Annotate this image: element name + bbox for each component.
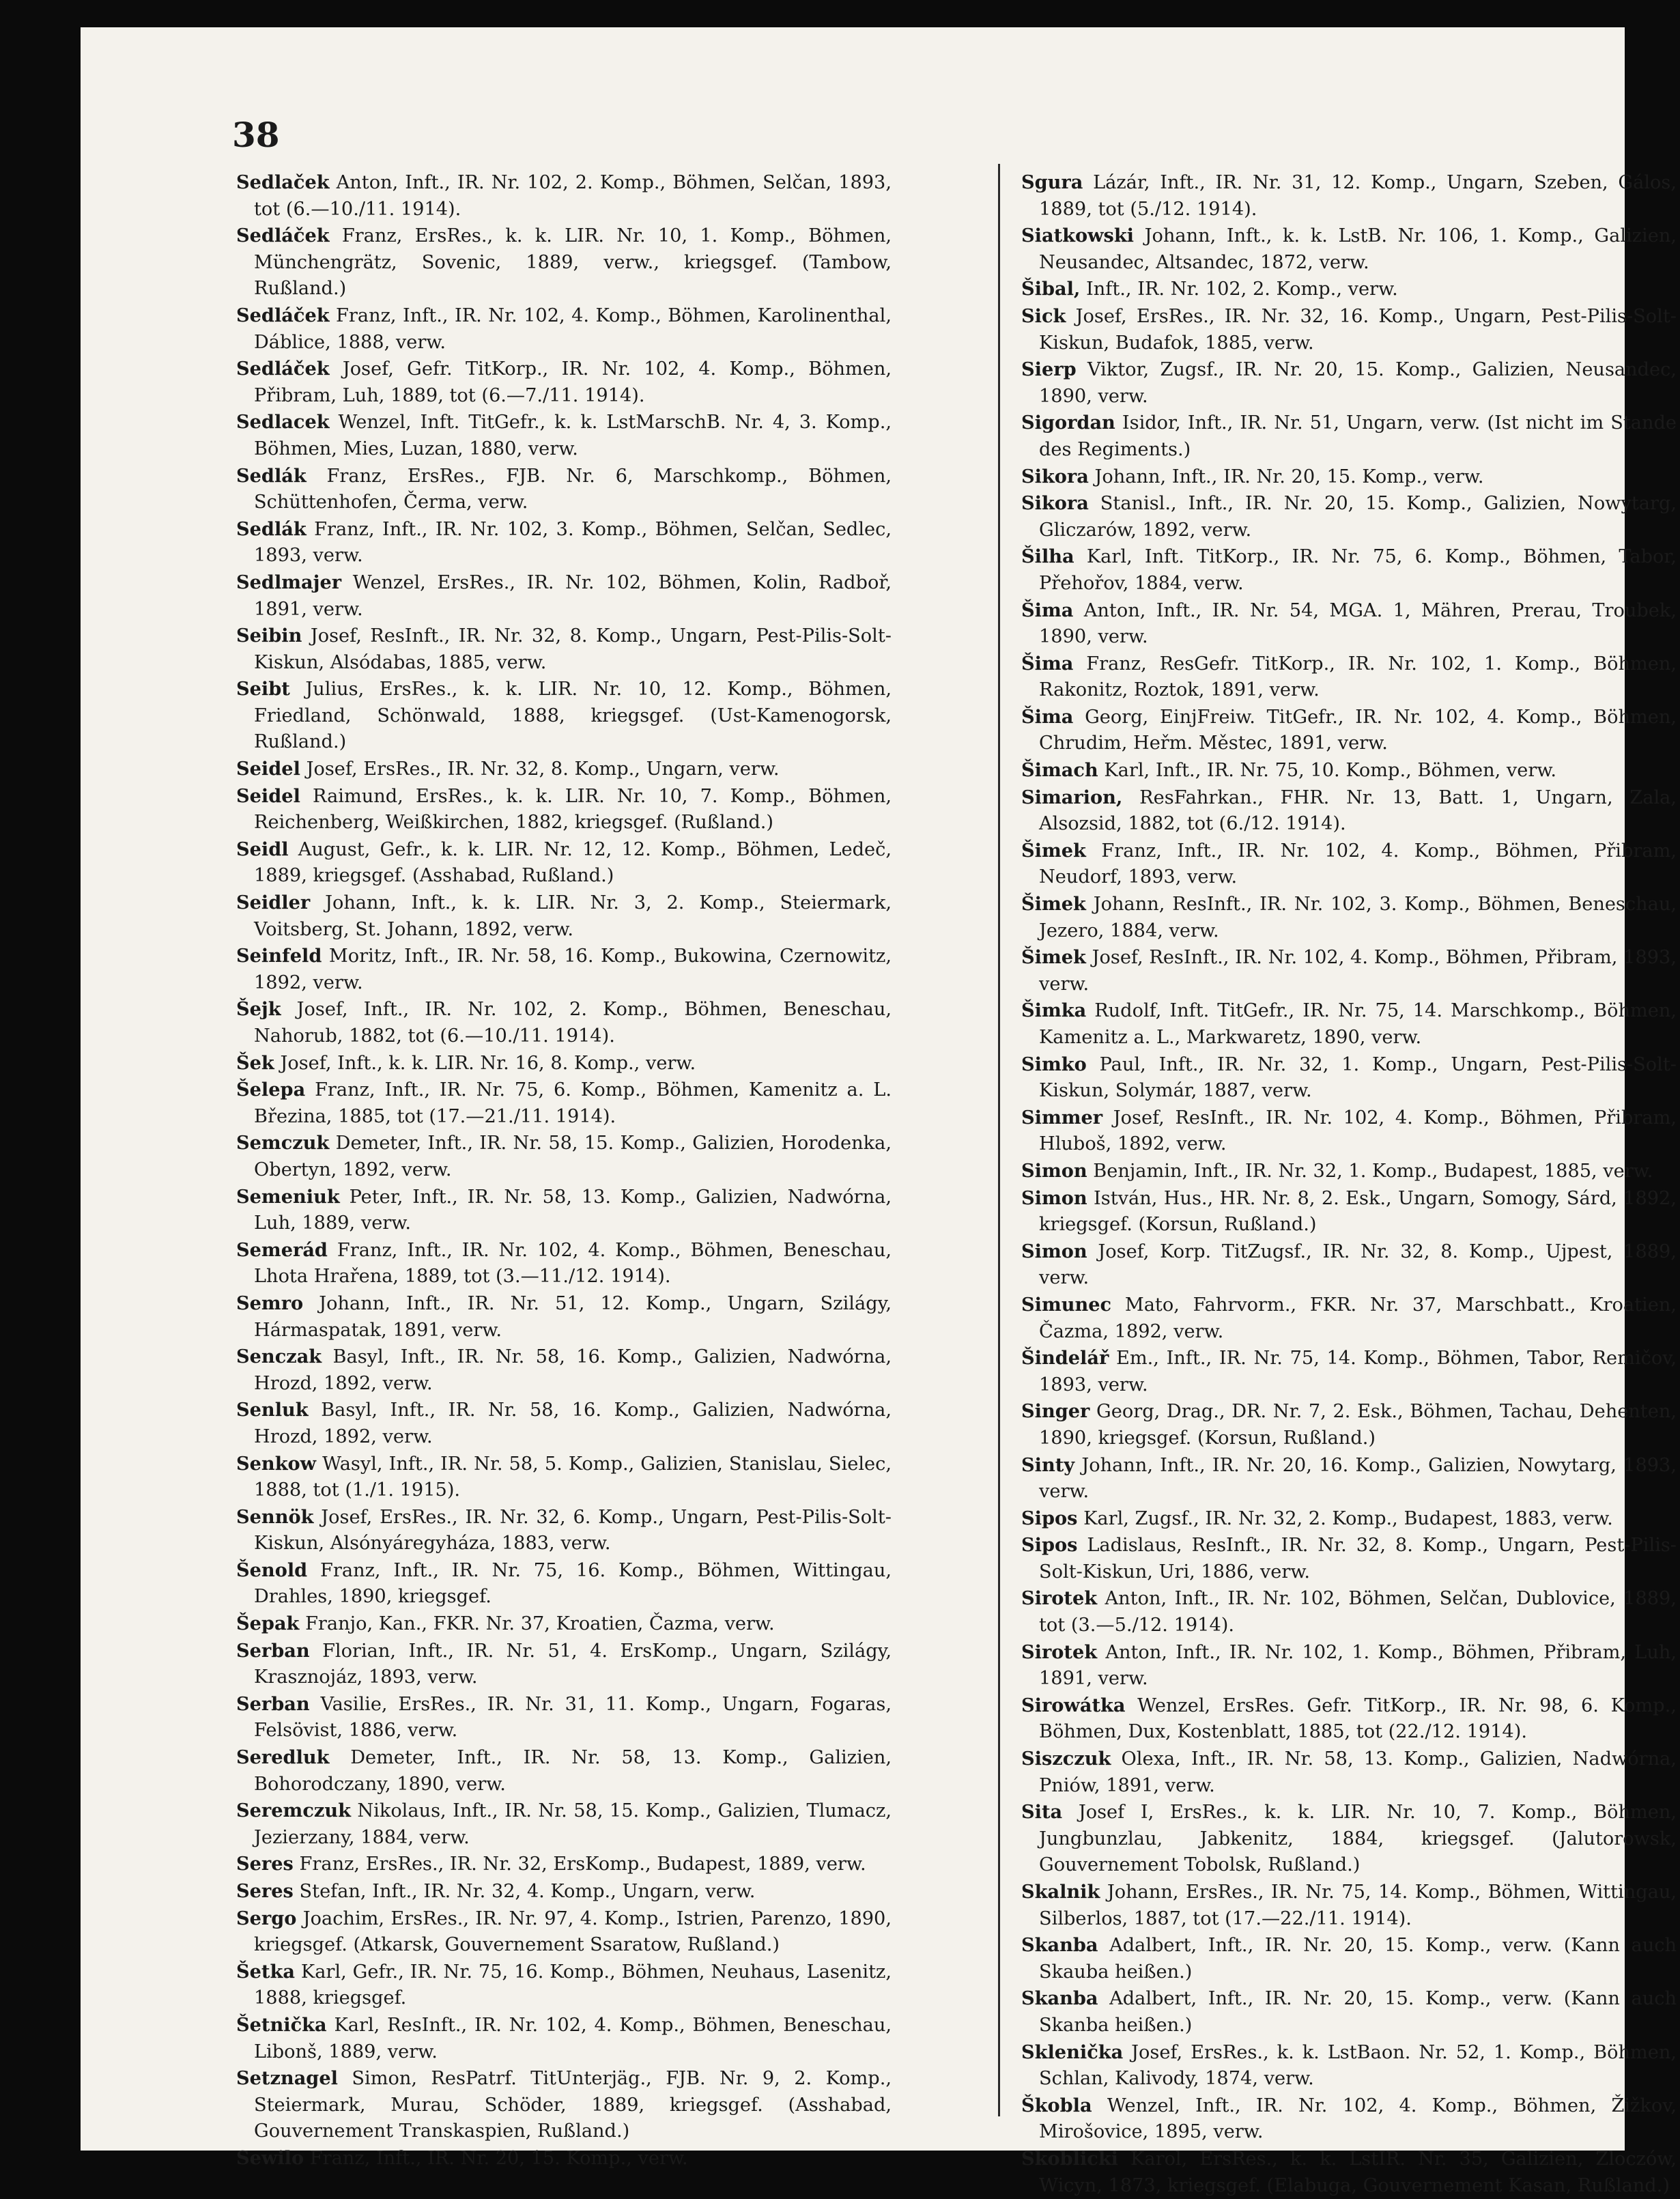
- entry-details: Wenzel, Inft. TitGefr., k. k. LstMarschB. Nr. 4, 3. Komp., Böhmen, Mies, Luzan, 1880, verw.: [254, 412, 892, 459]
- entry-surname: Simon: [1021, 1240, 1087, 1262]
- entry-details: Franz, Inft., IR. Nr. 102, 3. Komp., Böhmen, Selčan, Sedlec, 1893, verw.: [254, 518, 892, 567]
- register-entry: [236, 516, 892, 569]
- entry-details: Em., Inft., IR. Nr. 75, 14. Komp., Böhmen, Tabor, Remičov, 1893, verw.: [1039, 1348, 1677, 1395]
- entry-details: Anton, Inft., IR. Nr. 102, 2. Komp., Böhmen, Selčan, 1893, tot (6.—10./11. 1914).: [254, 172, 892, 220]
- register-entry: [1021, 543, 1677, 597]
- entry-surname: Seinfeld: [236, 945, 322, 967]
- register-entry: [1021, 784, 1677, 838]
- entry-details: Demeter, Inft., IR. Nr. 58, 15. Komp., Galizien, Horodenka, Obertyn, 1892, verw.: [254, 1133, 892, 1180]
- entry-details: Franz, Inft., IR. Nr. 102, 4. Komp., Böhmen, Karolinenthal, Dáblice, 1888, verw.: [254, 304, 892, 353]
- entry-details: Josef, ErsRes., k. k. LstBaon. Nr. 52, 1. Komp., Böhmen, Schlan, Kalivody, 1874, verw.: [1039, 2041, 1677, 2090]
- entry-details: Franz, Inft., IR. Nr. 20, 15. Komp., verw.: [309, 2147, 688, 2169]
- register-entry: [1021, 891, 1677, 944]
- entry-surname: Senluk: [236, 1399, 309, 1421]
- entry-surname: Siszczuk: [1021, 1748, 1111, 1770]
- entry-details: Karol, ErsRes., k. k. LstIR. Nr. 35, Galizien, Zloczów, Wicyn, 1873, kriegsgef. (Elabuga, Gouvernement Kasan, Rußland.): [1039, 2148, 1677, 2196]
- right-column: [1021, 169, 1677, 2199]
- entry-surname: Sedlák: [236, 517, 307, 540]
- register-entry: [1021, 276, 1677, 303]
- entry-surname: Sirotek: [1021, 1641, 1098, 1663]
- entry-details: Lázár, Inft., IR. Nr. 31, 12. Komp., Ungarn, Szeben, Gálos, 1889, tot (5./12. 1914).: [1039, 172, 1677, 220]
- register-entry: [1021, 997, 1677, 1051]
- entry-surname: Simko: [1021, 1053, 1087, 1075]
- entry-details: Nikolaus, Inft., IR. Nr. 58, 15. Komp., Galizien, Tlumacz, Jezierzany, 1884, verw.: [254, 1800, 892, 1848]
- register-entry: [236, 890, 892, 943]
- register-entry: [1021, 1051, 1677, 1105]
- entry-surname: Seres: [236, 1853, 294, 1875]
- register-entry: [236, 1237, 892, 1290]
- register-entry: [1021, 410, 1677, 463]
- entry-surname: Semczuk: [236, 1132, 330, 1154]
- register-entry: [236, 2065, 892, 2145]
- entry-surname: Sikora: [1021, 492, 1089, 515]
- entry-details: Franz, ResGefr. TitKorp., IR. Nr. 102, 1. Komp., Böhmen, Rakonitz, Roztok, 1891, verw.: [1039, 653, 1677, 701]
- entry-surname: Simunec: [1021, 1293, 1112, 1316]
- entry-surname: Seremczuk: [236, 1800, 351, 1822]
- entry-details: Franz, Inft., IR. Nr. 102, 4. Komp., Böhmen, Beneschau, Lhota Hrařena, 1889, tot (3.—11./12. 1914).: [254, 1239, 892, 1288]
- register-entry: [236, 1691, 892, 1744]
- entry-surname: Šindelář: [1021, 1347, 1109, 1370]
- register-entry: [236, 1077, 892, 1130]
- register-entry: [1021, 704, 1677, 757]
- register-entry: [236, 1290, 892, 1344]
- register-entry: [1021, 1532, 1677, 1585]
- register-entry: [1021, 1639, 1677, 1692]
- register-entry: [236, 1959, 892, 2012]
- entry-details: Johann, Inft., k. k. LstB. Nr. 106, 1. Komp., Galizien, Neusandec, Altsandec, 1872, verw.: [1039, 225, 1677, 273]
- entry-surname: Sikora: [1021, 465, 1089, 487]
- register-entry: [236, 356, 892, 409]
- entry-surname: Šibal,: [1021, 278, 1081, 300]
- register-entry: [236, 836, 892, 890]
- entry-surname: Skalnik: [1021, 1881, 1100, 1903]
- register-entry: [236, 1344, 892, 1397]
- entry-details: Josef, Inft., IR. Nr. 102, 2. Komp., Böhmen, Beneschau, Nahorub, 1882, tot (6.—10./11. 1914).: [254, 999, 892, 1047]
- entry-surname: Sirowátka: [1021, 1694, 1126, 1716]
- entry-details: Florian, Inft., IR. Nr. 51, 4. ErsKomp., Ungarn, Szilágy, Krasznojáz, 1893, verw.: [254, 1640, 892, 1688]
- entry-details: Franz, Inft., IR. Nr. 102, 4. Komp., Böhmen, Přibram, Neudorf, 1893, verw.: [1039, 840, 1677, 888]
- entry-surname: Šima: [1021, 652, 1074, 675]
- register-entry: [1021, 1879, 1677, 1932]
- entry-details: Viktor, Zugsf., IR. Nr. 20, 15. Komp., Galizien, Neusandec, 1890, verw.: [1039, 359, 1677, 407]
- entry-details: Josef, ResInft., IR. Nr. 102, 4. Komp., Böhmen, Přibram, 1893, verw.: [1039, 947, 1677, 995]
- register-entry: [236, 1451, 892, 1504]
- entry-surname: Sedláček: [236, 304, 330, 326]
- entry-surname: Šetnička: [236, 2013, 327, 2036]
- entry-details: Josef, ErsRes., IR. Nr. 32, 16. Komp., Ungarn, Pest-Pilis-Solt-Kiskun, Budafok, 1885, verw.: [1039, 305, 1677, 354]
- entry-surname: Seibt: [236, 678, 290, 700]
- entry-surname: Sierp: [1021, 358, 1077, 381]
- entry-surname: Sick: [1021, 304, 1066, 327]
- entry-details: Karl, Inft. TitKorp., IR. Nr. 75, 6. Komp., Böhmen, Tabor, Přehořov, 1884, verw.: [1039, 546, 1677, 594]
- entry-surname: Šima: [1021, 705, 1074, 728]
- register-entry: [1021, 464, 1677, 491]
- entry-details: Rudolf, Inft. TitGefr., IR. Nr. 75, 14. Marschkomp., Böhmen, Kamenitz a. L., Markwaretz, 1890, verw.: [1039, 1000, 1677, 1048]
- entry-surname: Šejk: [236, 998, 281, 1021]
- entry-details: August, Gefr., k. k. LIR. Nr. 12, 12. Komp., Böhmen, Ledeč, 1889, kriegsgef. (Asshabad, Rußland.): [254, 838, 892, 887]
- entry-details: Wenzel, ErsRes., IR. Nr. 102, Böhmen, Kolin, Radboř, 1891, verw.: [254, 571, 892, 620]
- entry-surname: Sita: [1021, 1801, 1063, 1824]
- entry-details: Franz, ErsRes., IR. Nr. 32, ErsKomp., Budapest, 1889, verw.: [299, 1854, 866, 1875]
- entry-details: Basyl, Inft., IR. Nr. 58, 16. Komp., Galizien, Nadwórna, Hrozd, 1892, verw.: [254, 1400, 892, 1447]
- register-entry: [1021, 1799, 1677, 1879]
- entry-details: Raimund, ErsRes., k. k. LIR. Nr. 10, 7. Komp., Böhmen, Reichenberg, Weißkirchen, 1882, kriegsgef. (Rußland.): [254, 785, 892, 834]
- entry-details: Wenzel, ErsRes. Gefr. TitKorp., IR. Nr. 98, 6. Komp., Böhmen, Dux, Kostenblatt, 1885, tot (22./12. 1914).: [1039, 1694, 1677, 1743]
- register-entry: [1021, 1985, 1677, 2039]
- register-entry: [236, 569, 892, 623]
- register-entry: [1021, 1345, 1677, 1398]
- register-entry: [236, 169, 892, 223]
- entry-surname: Sgura: [1021, 171, 1083, 193]
- register-entry: [1021, 2092, 1677, 2146]
- entry-details: Johann, Inft., IR. Nr. 20, 16. Komp., Galizien, Nowytarg, 1893, verw.: [1039, 1454, 1677, 1503]
- entry-surname: Seredluk: [236, 1746, 330, 1769]
- entry-details: Karl, Zugsf., IR. Nr. 32, 2. Komp., Budapest, 1883, verw.: [1083, 1507, 1613, 1529]
- register-entry: [236, 943, 892, 996]
- register-entry: [1021, 1158, 1677, 1185]
- entry-details: Karl, Inft., IR. Nr. 75, 10. Komp., Böhmen, verw.: [1104, 760, 1557, 782]
- register-entry: [1021, 1746, 1677, 1799]
- register-entry: [236, 1397, 892, 1450]
- register-entry: [1021, 2039, 1677, 2092]
- entry-details: Johann, ErsRes., IR. Nr. 75, 14. Komp., Böhmen, Wittingau, Silberlos, 1887, tot (17.—22./11. 1914).: [1039, 1882, 1677, 1929]
- entry-details: Olexa, Inft., IR. Nr. 58, 13. Komp., Galizien, Nadwórna, Pniów, 1891, verw.: [1039, 1748, 1677, 1796]
- register-entry: [1021, 2146, 1677, 2199]
- entry-surname: Senkow: [236, 1452, 317, 1475]
- entry-details: Adalbert, Inft., IR. Nr. 20, 15. Komp., verw. (Kann auch Skauba heißen.): [1039, 1935, 1677, 1983]
- entry-details: Demeter, Inft., IR. Nr. 58, 13. Komp., Galizien, Bohorodczany, 1890, verw.: [254, 1747, 892, 1795]
- entry-details: Franz, Inft., IR. Nr. 75, 6. Komp., Böhmen, Kamenitz a. L. Březina, 1885, tot (17.—21./11. 1914).: [254, 1079, 892, 1127]
- entry-surname: Siatkowski: [1021, 225, 1134, 247]
- entry-details: István, Hus., HR. Nr. 8, 2. Esk., Ungarn, Somogy, Sárd, 1892, kriegsgef. (Korsun, Rußland.): [1039, 1187, 1677, 1236]
- entry-details: Karl, ResInft., IR. Nr. 102, 4. Komp., Böhmen, Beneschau, Libonš, 1889, verw.: [254, 2014, 892, 2062]
- register-entry: [236, 756, 892, 783]
- entry-surname: Sklenička: [1021, 2041, 1124, 2063]
- entry-surname: Šilha: [1021, 545, 1074, 568]
- entry-surname: Sipos: [1021, 1534, 1078, 1557]
- register-entry: [1021, 757, 1677, 784]
- entry-details: Johann, ResInft., IR. Nr. 102, 3. Komp., Böhmen, Beneschau, Jezero, 1884, verw.: [1039, 894, 1677, 941]
- register-entry: [236, 676, 892, 756]
- entry-details: Joachim, ErsRes., IR. Nr. 97, 4. Komp., Istrien, Parenzo, 1890, kriegsgef. (Atkarsk, Gouvernement Ssaratow, Rußland.): [254, 1907, 892, 1956]
- register-entry: [236, 302, 892, 356]
- entry-surname: Simon: [1021, 1159, 1087, 1182]
- entry-surname: Sedlaček: [236, 171, 330, 193]
- entry-details: Stanisl., Inft., IR. Nr. 20, 15. Komp., Galizien, Nowytarg, Gliczarów, 1892, verw.: [1039, 493, 1677, 541]
- entry-details: Josef, Inft., k. k. LIR. Nr. 16, 8. Komp., verw.: [280, 1052, 696, 1074]
- register-entry: [1021, 944, 1677, 997]
- entry-surname: Škobla: [1021, 2094, 1092, 2116]
- entry-surname: Šimek: [1021, 893, 1086, 916]
- entry-details: Inft., IR. Nr. 102, 2. Komp., verw.: [1086, 279, 1398, 300]
- entry-details: Josef, ResInft., IR. Nr. 32, 8. Komp., Ungarn, Pest-Pilis-Solt-Kiskun, Alsódabas, 1885, verw.: [254, 625, 892, 673]
- entry-surname: Šimach: [1021, 759, 1098, 782]
- entry-details: Georg, EinjFreiw. TitGefr., IR. Nr. 102, 4. Komp., Böhmen, Chrudim, Heřm. Městec, 1891, verw.: [1039, 706, 1677, 754]
- entry-details: Mato, Fahrvorm., FKR. Nr. 37, Marschbatt., Kroatien, Čazma, 1892, verw.: [1039, 1294, 1677, 1342]
- register-entry: [1021, 1452, 1677, 1505]
- entry-surname: Seidler: [236, 892, 311, 914]
- entry-details: Wasyl, Inft., IR. Nr. 58, 5. Komp., Galizien, Stanislau, Sielec, 1888, tot (1./1. 1915).: [254, 1453, 892, 1501]
- entry-details: Benjamin, Inft., IR. Nr. 32, 1. Komp., Budapest, 1885, verw.: [1093, 1160, 1653, 1182]
- register-entry: [1021, 303, 1677, 356]
- entry-details: Vasilie, ErsRes., IR. Nr. 31, 11. Komp., Ungarn, Fogaras, Felsövist, 1886, verw.: [254, 1693, 892, 1742]
- register-entry: [236, 1130, 892, 1183]
- entry-details: Josef, ResInft., IR. Nr. 102, 4. Komp., Böhmen, Přibram, Hluboš, 1892, verw.: [1039, 1107, 1677, 1155]
- entry-details: Wenzel, Inft., IR. Nr. 102, 4. Komp., Böhmen, Žižkov, Mirošovice, 1895, verw.: [1039, 2095, 1677, 2143]
- entry-details: Franz, ErsRes., FJB. Nr. 6, Marschkomp., Böhmen, Schüttenhofen, Čerma, verw.: [254, 465, 892, 513]
- entry-details: Franjo, Kan., FKR. Nr. 37, Kroatien, Čazma, verw.: [305, 1613, 775, 1635]
- register-entry: [236, 1638, 892, 1691]
- entry-surname: Simarion,: [1021, 786, 1123, 808]
- entry-surname: Šimka: [1021, 999, 1087, 1022]
- entry-details: Simon, ResPatrf. TitUnterjäg., FJB. Nr. 9, 2. Komp., Steiermark, Murau, Schöder, 1889, kriegsgef. (Asshabad, Gouvernement Transkaspien, Rußland.): [254, 2068, 892, 2142]
- entry-details: Paul, Inft., IR. Nr. 32, 1. Komp., Ungarn, Pest-Pilis-Solt-Kiskun, Solymár, 1887, verw.: [1039, 1053, 1677, 1102]
- entry-details: Stefan, Inft., IR. Nr. 32, 4. Komp., Ungarn, verw.: [299, 1881, 756, 1902]
- entry-details: Franz, ErsRes., k. k. LIR. Nr. 10, 1. Komp., Böhmen, Münchengrätz, Sovenic, 1889, verw., kriegsgef. (Tambow, Rußland.): [254, 225, 892, 300]
- register-entry: [236, 1851, 892, 1878]
- entry-details: Josef, Gefr. TitKorp., IR. Nr. 102, 4. Komp., Böhmen, Přibram, Luh, 1889, tot (6.—7./11. 1914).: [254, 358, 892, 406]
- entry-surname: Sergo: [236, 1907, 297, 1929]
- entry-surname: Simmer: [1021, 1106, 1103, 1129]
- entry-details: Julius, ErsRes., k. k. LIR. Nr. 10, 12. Komp., Böhmen, Friedland, Schönwald, 1888, kriegsgef. (Ust-Kamenogorsk, Rußland.): [254, 679, 892, 753]
- register-entry: [236, 1504, 892, 1557]
- entry-surname: Sirotek: [1021, 1587, 1098, 1610]
- register-entry: [1021, 490, 1677, 543]
- entry-details: Anton, Inft., IR. Nr. 102, Böhmen, Selčan, Dublovice, 1889, tot (3.—5./12. 1914).: [1039, 1588, 1677, 1636]
- entry-surname: Šepak: [236, 1613, 300, 1635]
- entry-details: Josef, Korp. TitZugsf., IR. Nr. 32, 8. Komp., Ujpest, 1889, verw.: [1039, 1240, 1677, 1289]
- entry-surname: Sewilo: [236, 2146, 304, 2169]
- register-entry: [1021, 1505, 1677, 1533]
- entry-surname: Setznagel: [236, 2067, 338, 2090]
- entry-details: Anton, Inft., IR. Nr. 102, 1. Komp., Böhmen, Přibram, Luh, 1891, verw.: [1039, 1641, 1677, 1690]
- entry-surname: Seidl: [236, 838, 289, 860]
- entry-surname: Skanba: [1021, 1934, 1098, 1957]
- entry-details: Josef, ErsRes., IR. Nr. 32, 8. Komp., Ungarn, verw.: [306, 758, 780, 780]
- entry-surname: Simon: [1021, 1187, 1087, 1209]
- register-entry: [1021, 1292, 1677, 1345]
- entry-details: Adalbert, Inft., IR. Nr. 20, 15. Komp., verw. (Kann auch Skanba heißen.): [1039, 1988, 1677, 2036]
- register-entry: [236, 1905, 892, 1959]
- entry-details: Peter, Inft., IR. Nr. 58, 13. Komp., Galizien, Nadwórna, Luh, 1889, verw.: [254, 1186, 892, 1234]
- entry-details: Johann, Inft., IR. Nr. 51, 12. Komp., Ungarn, Szilágy, Hármaspatak, 1891, verw.: [254, 1292, 892, 1341]
- entry-details: Georg, Drag., DR. Nr. 7, 2. Esk., Böhmen, Tachau, Dehenten, 1890, kriegsgef. (Korsun, Rußland.): [1039, 1401, 1677, 1449]
- entry-details: Karl, Gefr., IR. Nr. 75, 16. Komp., Böhmen, Neuhaus, Lasenitz, 1888, kriegsgef.: [254, 1961, 892, 2009]
- entry-surname: Sedláček: [236, 358, 330, 380]
- register-entry: [236, 2012, 892, 2065]
- register-entry: [1021, 1398, 1677, 1451]
- entry-surname: Semeniuk: [236, 1185, 340, 1208]
- register-entry: [236, 2145, 892, 2172]
- register-entry: [1021, 223, 1677, 276]
- left-column: [236, 169, 892, 2172]
- entry-details: Moritz, Inft., IR. Nr. 58, 16. Komp., Bukowina, Czernowitz, 1892, verw.: [254, 946, 892, 993]
- entry-surname: Semro: [236, 1292, 304, 1314]
- entry-surname: Seidel: [236, 758, 300, 780]
- entry-surname: Šimek: [1021, 839, 1086, 862]
- entry-surname: Šima: [1021, 599, 1074, 621]
- entry-surname: Sedláček: [236, 225, 330, 247]
- entry-surname: Senczak: [236, 1346, 322, 1368]
- register-entry: [1021, 838, 1677, 891]
- entry-details: Basyl, Inft., IR. Nr. 58, 16. Komp., Galizien, Nadwórna, Hrozd, 1892, verw.: [254, 1346, 892, 1394]
- entry-details: Ladislaus, ResInft., IR. Nr. 32, 8. Komp., Ungarn, Pest-Pilis-Solt-Kiskun, Uri, 1886, verw.: [1039, 1535, 1677, 1583]
- register-entry: [236, 1184, 892, 1237]
- register-entry: [236, 623, 892, 676]
- register-entry: [236, 783, 892, 836]
- entry-surname: Seibin: [236, 625, 302, 647]
- entry-details: ResFahrkan., FHR. Nr. 13, Batt. 1, Ungarn, Zala, Alsozsid, 1882, tot (6./12. 1914).: [1039, 786, 1677, 835]
- entry-surname: Serban: [236, 1692, 310, 1715]
- entry-surname: Skanba: [1021, 1987, 1098, 2010]
- register-entry: [1021, 1185, 1677, 1238]
- register-entry: [236, 1878, 892, 1905]
- entry-details: Josef I, ErsRes., k. k. LIR. Nr. 10, 7. Komp., Böhmen, Jungbunzlau, Jabkenitz, 1884, kriegsgef. (Jalutorowsk, Gouvernement Tobolsk, Rußland.): [1039, 1802, 1677, 1876]
- register-entry: [1021, 597, 1677, 651]
- entry-surname: Sigordan: [1021, 412, 1115, 434]
- entry-surname: Singer: [1021, 1400, 1090, 1423]
- scanned-page: [81, 27, 1677, 2196]
- register-entry: [236, 1744, 892, 1798]
- entry-surname: Šimek: [1021, 946, 1086, 969]
- entry-surname: Sedlák: [236, 464, 307, 487]
- register-entry: [236, 1050, 892, 1077]
- register-entry: [1021, 1585, 1677, 1638]
- register-entry: [1021, 169, 1677, 223]
- entry-surname: Šelepa: [236, 1079, 306, 1101]
- entry-surname: Seres: [236, 1880, 294, 1902]
- entry-surname: Seidel: [236, 784, 300, 807]
- register-entry: [1021, 1932, 1677, 1985]
- register-entry: [1021, 356, 1677, 410]
- register-entry: [236, 1611, 892, 1638]
- entry-surname: Sedlmajer: [236, 571, 342, 593]
- column-divider: [998, 164, 1000, 2116]
- entry-surname: Šek: [236, 1051, 274, 1074]
- entry-details: Franz, Inft., IR. Nr. 75, 16. Komp., Böhmen, Wittingau, Drahles, 1890, kriegsgef.: [254, 1559, 892, 1608]
- entry-surname: Sedlacek: [236, 411, 330, 434]
- register-entry: [236, 1557, 892, 1611]
- entry-details: Anton, Inft., IR. Nr. 54, MGA. 1, Mähren, Prerau, Troubek, 1890, verw.: [1039, 599, 1677, 648]
- register-entry: [236, 463, 892, 516]
- page-number: 38: [232, 115, 280, 155]
- register-entry: [1021, 651, 1677, 704]
- entry-surname: Sinty: [1021, 1453, 1075, 1476]
- register-entry: [236, 996, 892, 1049]
- register-entry: [236, 223, 892, 302]
- register-entry: [1021, 1692, 1677, 1746]
- entry-details: Johann, Inft., IR. Nr. 20, 15. Komp., verw.: [1094, 466, 1484, 487]
- entry-surname: Šenold: [236, 1559, 308, 1581]
- register-entry: [236, 1798, 892, 1851]
- entry-surname: Sipos: [1021, 1507, 1078, 1529]
- entry-details: Isidor, Inft., IR. Nr. 51, Ungarn, verw. (Ist nicht im Stande des Regiments.): [1039, 412, 1677, 460]
- entry-surname: Šetka: [236, 1960, 295, 1983]
- register-entry: [236, 409, 892, 462]
- entry-details: Johann, Inft., k. k. LIR. Nr. 3, 2. Komp., Steiermark, Voitsberg, St. Johann, 1892, verw.: [254, 892, 892, 940]
- entry-surname: Skoblicki: [1021, 2147, 1118, 2170]
- entry-details: Josef, ErsRes., IR. Nr. 32, 6. Komp., Ungarn, Pest-Pilis-Solt-Kiskun, Alsónyáregyháza, 1883, verw.: [254, 1506, 892, 1555]
- entry-surname: Semerád: [236, 1238, 328, 1261]
- register-entry: [1021, 1238, 1677, 1292]
- register-entry: [1021, 1105, 1677, 1158]
- entry-surname: Serban: [236, 1639, 310, 1662]
- entry-surname: Sennök: [236, 1505, 314, 1528]
